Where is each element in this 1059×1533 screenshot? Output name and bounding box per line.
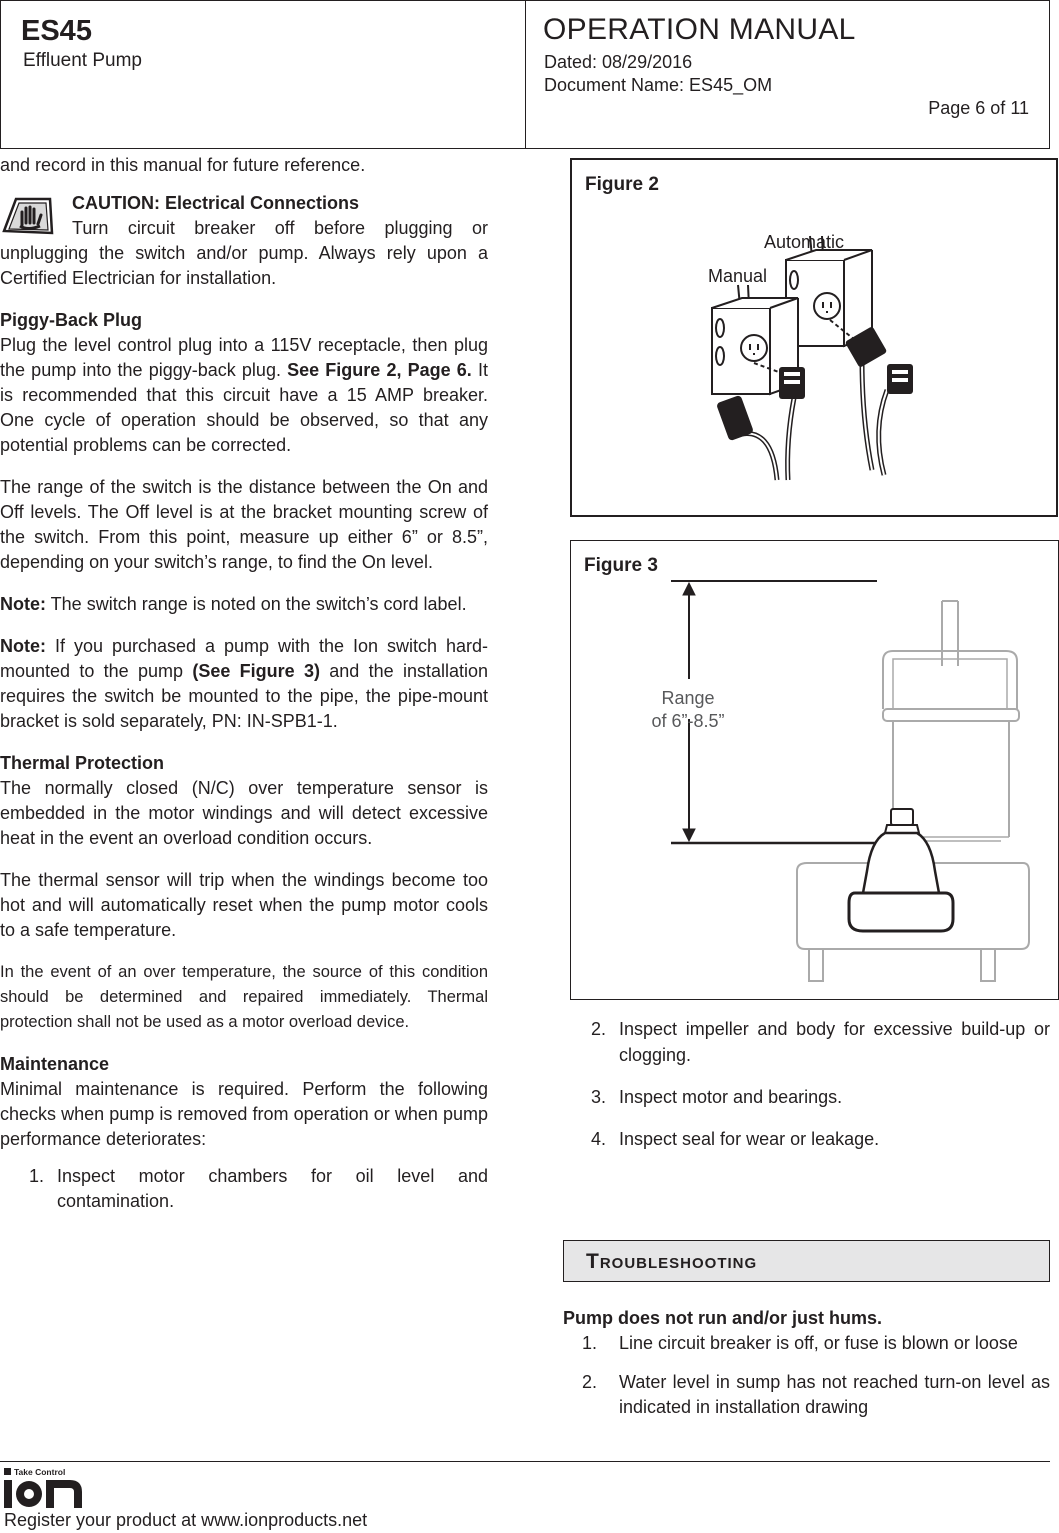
- piggy-back-heading: Piggy-Back Plug: [0, 310, 143, 330]
- piggy-back-text-1: Plug the level control plug into a 115V receptacle, then plug the pump into the piggy-back plug.: [0, 335, 488, 380]
- list-text: Inspect seal for wear or leakage.: [619, 1129, 880, 1149]
- troubleshooting-heading: Pump does not run and/or just hums.: [563, 1308, 883, 1328]
- figure-3: [570, 540, 1059, 1000]
- note-label: Note:: [0, 594, 46, 614]
- list-item: [563, 1126, 1050, 1152]
- thermal-text-2: The thermal sensor will trip when the windings become too hot and will automatically reset when the pump motor cools to a safe temperature.: [0, 870, 488, 940]
- list-text: Inspect motor chambers for oil level and contamination.: [57, 1166, 488, 1211]
- footer-divider: [0, 1461, 1050, 1462]
- note-text-2: and the installation requires the switch be mounted to the pipe, the pipe-mount bracket is sold separately, PN: IN-SPB1-1.: [0, 661, 489, 731]
- maintenance-text: Minimal maintenance is required. Perform the following checks when pump is removed from operation or when pump performance deteriorates:: [0, 1079, 488, 1149]
- list-item: [563, 1370, 1050, 1420]
- thermal-section: [0, 751, 488, 851]
- document-date: Dated: 08/29/2016: [544, 52, 693, 72]
- range-label-line2: of 6”-8.5”: [651, 711, 725, 731]
- maintenance-heading: Maintenance: [0, 1054, 110, 1074]
- header-document-box: [525, 0, 1050, 149]
- thermal-text-3: In the event of an over temperature, the source of this condition should be determined and repaired immediately. Thermal protection shall not be used as a motor overload device.: [0, 963, 488, 1031]
- figure-3-reference: (See Figure 3): [192, 661, 320, 681]
- list-text: Inspect motor and bearings.: [619, 1087, 843, 1107]
- troubleshooting-section: [563, 1306, 1050, 1434]
- list-item: [0, 1164, 488, 1214]
- pump-range-illustration: [571, 541, 1057, 998]
- caution-title: CAUTION: Electrical Connections: [72, 193, 360, 213]
- document-name: Document Name: ES45_OM: [544, 75, 773, 95]
- page-number: Page 6 of 11: [928, 98, 1029, 118]
- svg-text:Take Control: Take Control: [14, 1467, 66, 1477]
- maintenance-section: [0, 1052, 488, 1152]
- ion-logo-icon: [4, 1466, 86, 1510]
- product-name: Effluent Pump: [23, 50, 143, 71]
- list-number: 2.: [591, 1019, 607, 1039]
- figure-2-reference: See Figure 2, Page 6.: [287, 360, 472, 380]
- list-item: [563, 1331, 1050, 1356]
- troubleshooting-header: [563, 1240, 1050, 1282]
- note-cord-label: [0, 592, 488, 617]
- piggy-back-section: [0, 308, 488, 458]
- list-number: 3.: [591, 1087, 607, 1107]
- caution-text: Turn circuit breaker off before plugging or unplugging the switch and/or pump. Always rely upon a Certified Electrician for installation.: [0, 218, 488, 288]
- intro-text: and record in this manual for future reference.: [0, 155, 366, 175]
- document-title: OPERATION MANUAL: [543, 13, 856, 46]
- list-item: [563, 1084, 1050, 1110]
- thermal-heading: Thermal Protection: [0, 753, 165, 773]
- note-label: Note:: [0, 636, 46, 656]
- note-text: The switch range is noted on the switch’s cord label.: [46, 594, 467, 614]
- maintenance-list-right: [563, 1016, 1050, 1168]
- header-product-box: [0, 0, 526, 149]
- switch-range-text: The range of the switch is the distance between the On and Off levels. The Off level is at the bracket mounting screw of the switch. From this point, measure up either 6” or 8.5”, depending on your switch’s range, to find the On level.: [0, 477, 488, 572]
- list-item: [563, 1016, 1050, 1068]
- list-number: 1.: [582, 1333, 598, 1353]
- figure-3-caption: Figure 3: [584, 555, 658, 576]
- list-number: 1.: [29, 1166, 45, 1186]
- piggy-back-text-2: It is recommended that this circuit have a 15 AMP breaker. One cycle of operation should be observed, so that any potential problems can be corrected.: [0, 360, 488, 455]
- note-text-1: If you purchased a pump with the Ion switch hard-mounted to the pump: [0, 636, 488, 681]
- list-text: Line circuit breaker is off, or fuse is blown or loose: [619, 1333, 1018, 1353]
- list-number: 2.: [582, 1372, 598, 1392]
- caution-block: [0, 191, 488, 291]
- manual-label: Manual: [708, 266, 768, 286]
- list-text: Water level in sump has not reached turn-on level as indicated in installation drawing: [619, 1372, 1050, 1417]
- model-name: ES45: [21, 15, 92, 47]
- list-text: Inspect impeller and body for excessive build-up or clogging.: [619, 1019, 1050, 1065]
- automatic-label: Automatic: [764, 232, 845, 252]
- note-hard-mounted: [0, 634, 488, 734]
- list-number: 4.: [591, 1129, 607, 1149]
- register-text: Register your product at www.ionproducts.net: [4, 1510, 368, 1530]
- thermal-text: The normally closed (N/C) over temperature sensor is embedded in the motor windings and will detect excessive heat in the event an overload condition occurs.: [0, 778, 488, 848]
- piggy-back-plug-illustration: [572, 160, 1056, 515]
- range-label-line1: Range: [661, 688, 715, 708]
- left-column: [0, 153, 488, 1214]
- ion-logo: [4, 1466, 86, 1515]
- troubleshooting-title: Troubleshooting: [586, 1250, 758, 1273]
- maintenance-list-left: [0, 1164, 488, 1214]
- figure-2: [570, 158, 1058, 517]
- figure-2-caption: Figure 2: [585, 174, 659, 195]
- electrical-hazard-icon: [0, 193, 56, 239]
